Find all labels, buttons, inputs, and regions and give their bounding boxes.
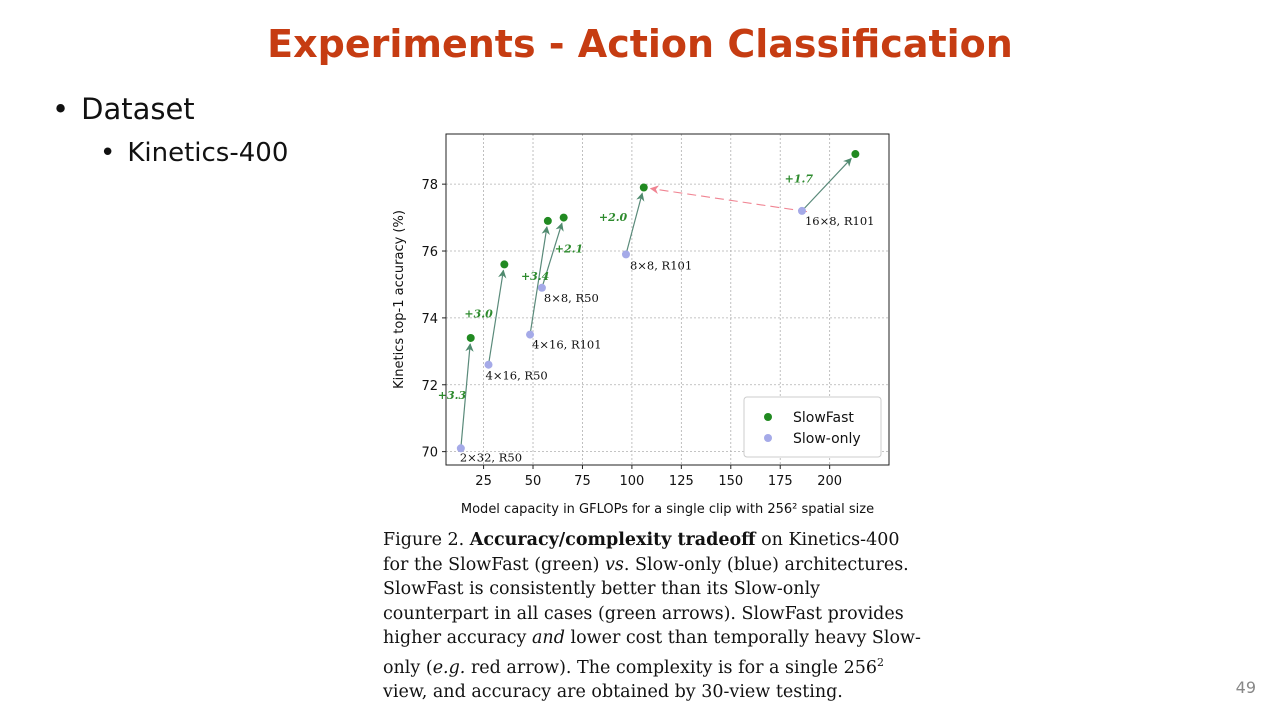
page-number: 49 [1235, 678, 1256, 697]
slowfast-point [640, 183, 648, 191]
gain-label: +2.1 [554, 242, 584, 256]
y-tick-label: 74 [421, 311, 438, 327]
caption-and: and [531, 628, 565, 649]
gain-label: +3.3 [437, 389, 467, 403]
figure-caption [383, 528, 928, 705]
gain-arrow [626, 193, 642, 254]
bullet-dataset-text: Dataset [81, 92, 195, 126]
red-dashed-arrow [651, 189, 807, 212]
x-tick-label: 75 [574, 474, 591, 489]
slow-only-config-label: 4×16, R50 [485, 368, 548, 383]
x-axis-label: Model capacity in GFLOPs for a single clip with 256² spatial size [460, 502, 875, 517]
bullet-dataset [52, 92, 195, 126]
gain-label: +3.4 [520, 269, 550, 283]
x-tick-label: 150 [718, 474, 744, 489]
caption-text-2: . Slow-only (blue) architectures. SlowFast is consistently better than its Slow-only counterpart in all cases (green arrows). SlowFast provides higher accuracy [383, 554, 909, 649]
x-tick-label: 50 [524, 474, 542, 489]
legend-slowfast-label: SlowFast [793, 410, 854, 426]
slow-only-config-label: 2×32, R50 [459, 450, 523, 465]
slowfast-point [560, 214, 568, 222]
y-tick-label: 76 [421, 245, 438, 261]
legend-slowfast-marker [764, 413, 772, 421]
y-tick-label: 70 [421, 445, 438, 461]
slide-title: Experiments - Action Classification [267, 22, 1013, 66]
caption-text-5: view, and accuracy are obtained by 30-view testing. [383, 682, 843, 703]
slow-only-config-label: 4×16, R101 [532, 337, 602, 352]
slow-only-config-label: 8×8, R101 [629, 258, 693, 273]
slowfast-point [500, 260, 508, 268]
slow-only-point [485, 361, 493, 369]
bullet-dot: • [52, 92, 70, 126]
caption-text-3: lower cost than temporally heavy Slow-only ( [383, 628, 921, 678]
caption-bold-title: Accuracy/complexity tradeoff [469, 530, 756, 550]
bullet-kinetics-text: Kinetics-400 [127, 138, 289, 168]
accuracy-complexity-chart [380, 128, 940, 518]
bullet-kinetics [100, 138, 288, 168]
slowfast-point [467, 334, 475, 342]
slow-only-point [622, 250, 630, 258]
y-tick-label: 78 [421, 178, 438, 194]
gain-label: +1.7 [784, 172, 814, 186]
caption-figure-label: Figure 2. [383, 530, 465, 550]
slow-only-config-label: 8×8, R50 [543, 290, 599, 305]
legend-slow-only-marker [764, 434, 772, 442]
gain-label: +2.0 [598, 210, 628, 224]
caption-text-4: red arrow). The complexity is for a single 256 [465, 657, 878, 678]
slowfast-point [851, 150, 859, 158]
x-tick-label: 25 [475, 474, 492, 489]
y-axis-label: Kinetics top-1 accuracy (%) [392, 210, 407, 389]
x-tick-label: 175 [767, 474, 793, 489]
caption-text-1: on Kinetics-400 for the SlowFast (green) [383, 530, 900, 575]
x-tick-label: 100 [619, 474, 645, 489]
bullet-dot: • [100, 138, 116, 168]
legend-slow-only-label: Slow-only [793, 431, 861, 447]
legend [744, 397, 881, 457]
x-tick-label: 200 [817, 474, 843, 489]
legend-box [744, 397, 881, 457]
slowfast-point [544, 217, 552, 225]
slow-only-config-label: 16×8, R101 [804, 213, 875, 228]
caption-eg: e.g. [432, 657, 466, 678]
gain-label: +3.0 [464, 307, 493, 321]
y-tick-label: 72 [421, 378, 438, 394]
x-tick-label: 125 [668, 474, 694, 489]
caption-vs: vs [605, 554, 624, 575]
caption-superscript: 2 [877, 655, 885, 669]
